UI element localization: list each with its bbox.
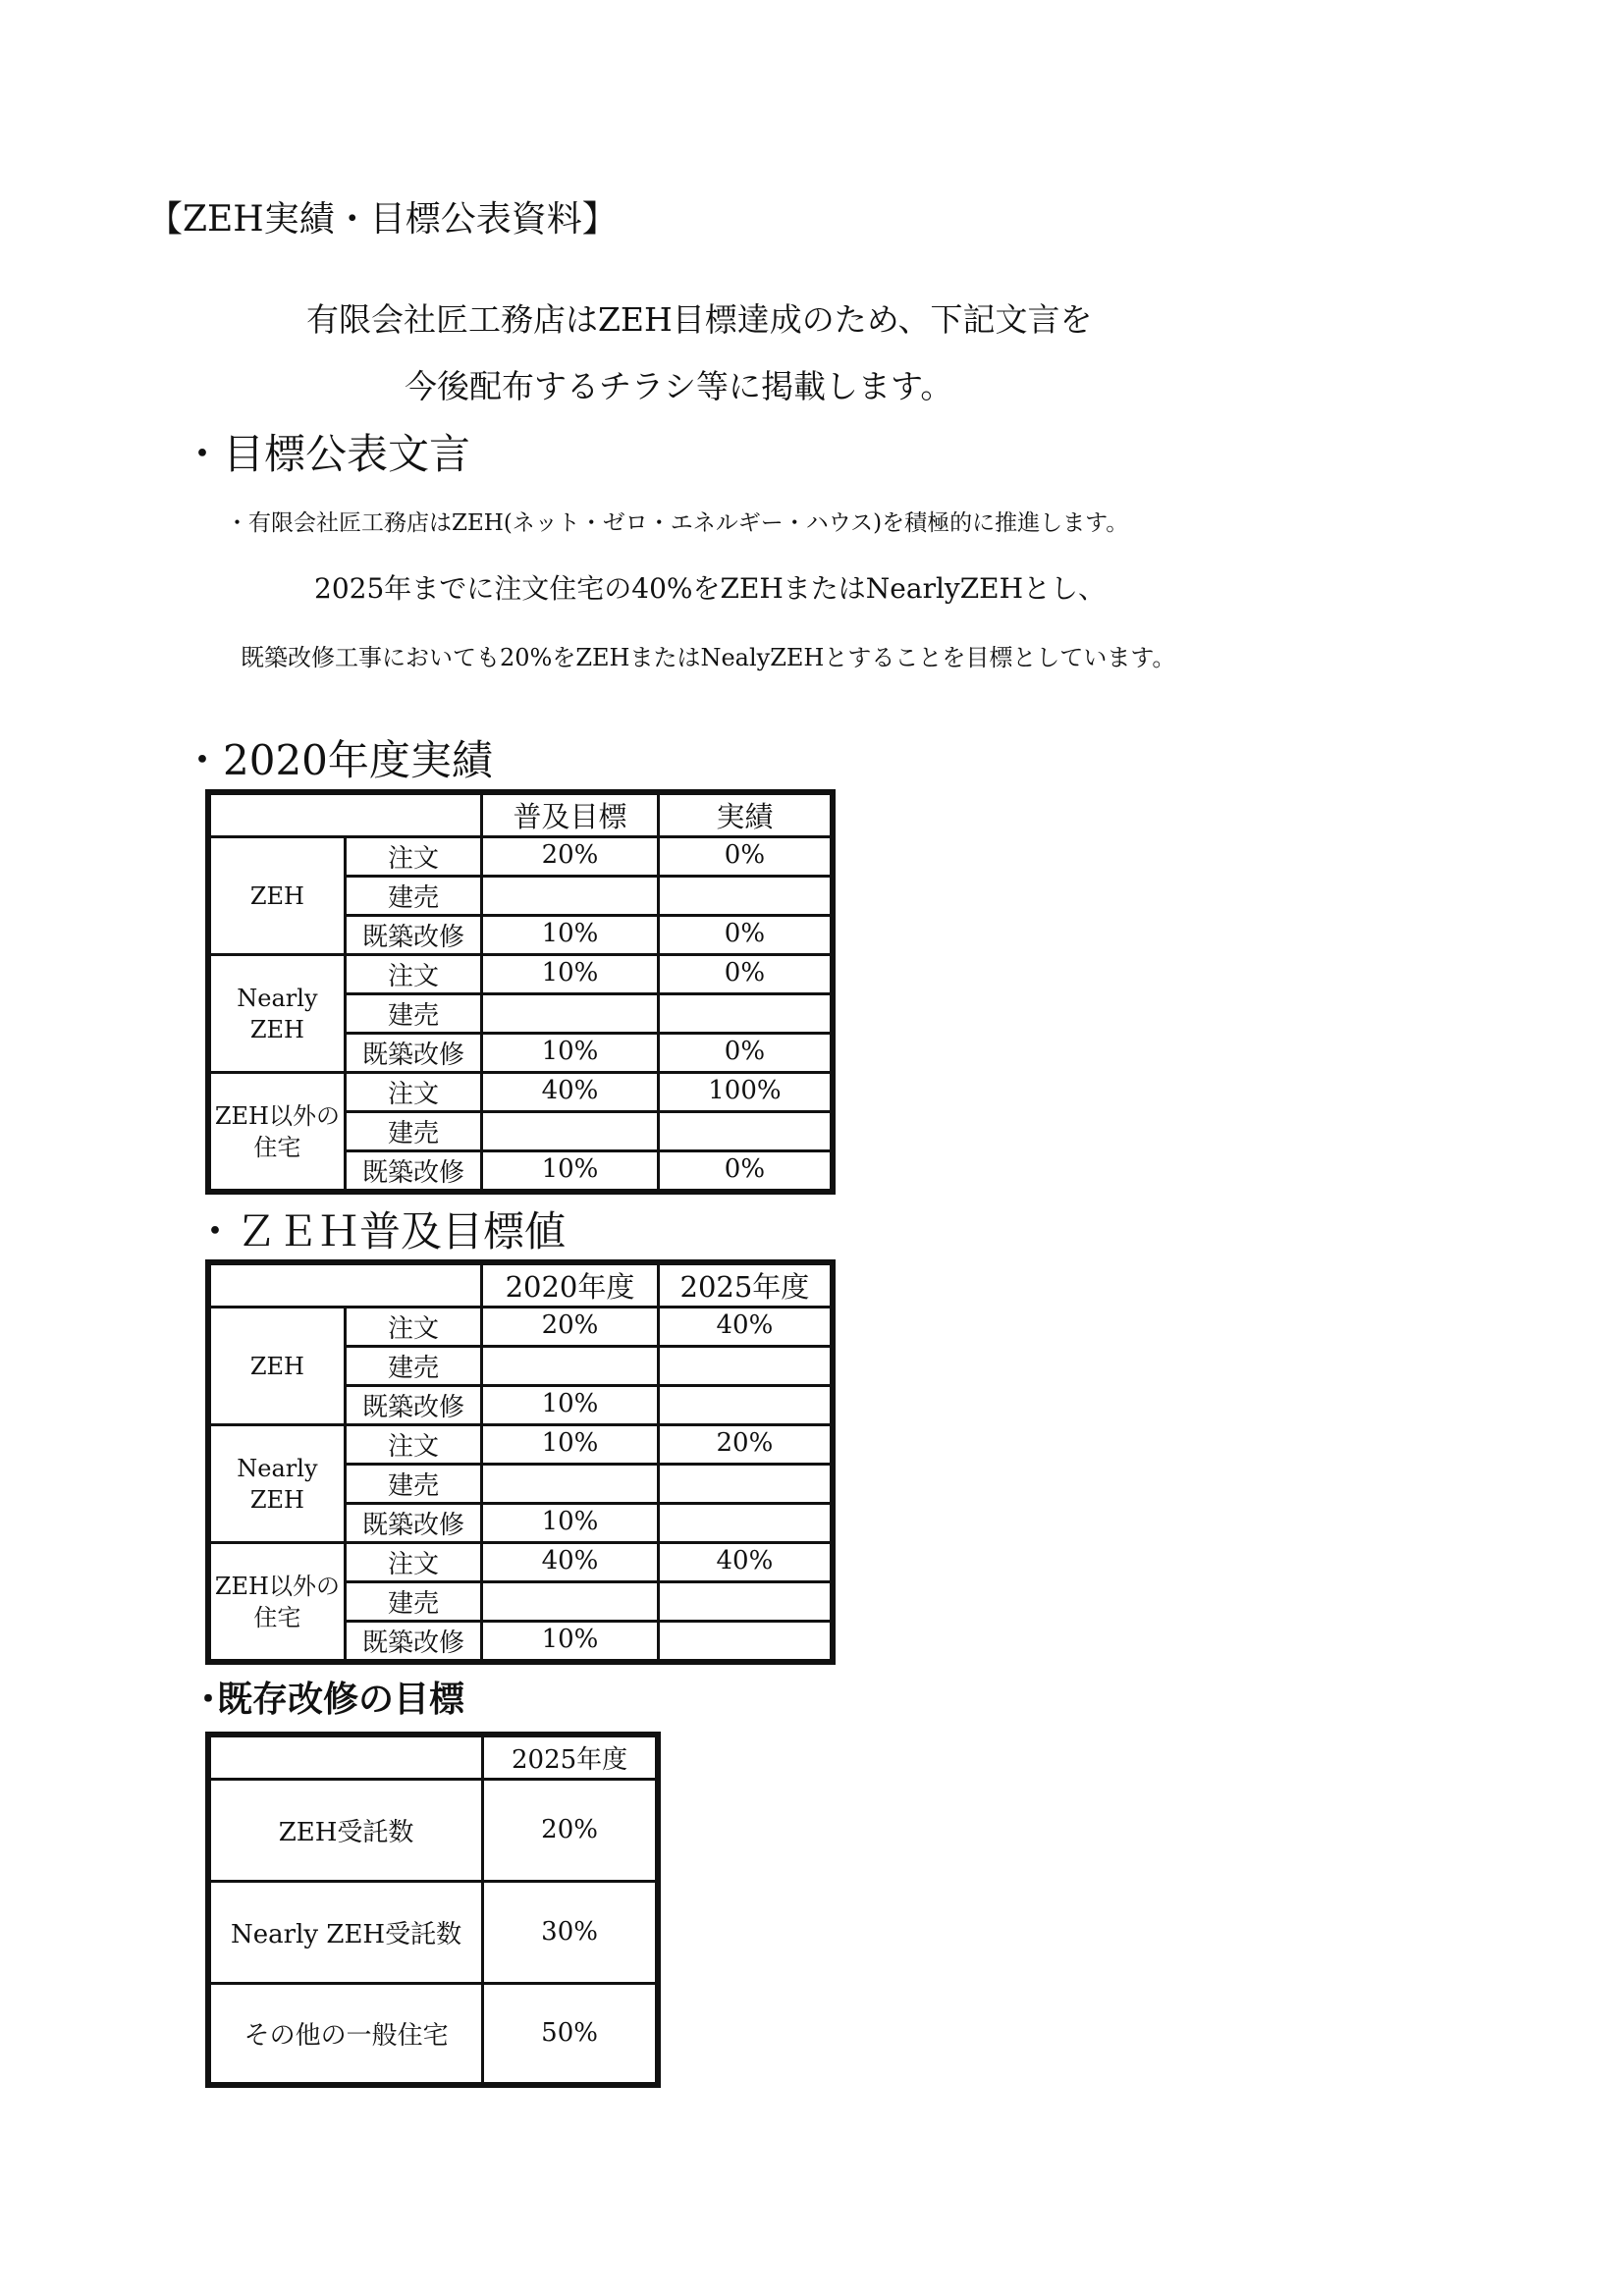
value-cell: 0% [658,1034,833,1073]
value-cell [482,1112,659,1151]
subcategory-cell: 既築改修 [345,1622,481,1663]
statement-heading: ・目標公表文言 [182,430,471,478]
subcategory-cell: 既築改修 [345,1151,481,1193]
value-cell: 10% [482,1034,659,1073]
subcategory-cell: 既築改修 [345,1504,481,1543]
table-row [208,1425,833,1465]
renovation-heading: ･既存改修の目標 [199,1680,465,1720]
table-row [208,837,833,877]
value-cell: 20% [482,837,659,877]
subcategory-cell: 既築改修 [345,1034,481,1073]
table-header-row [208,1262,833,1308]
group-label-cell: ZEH以外の住宅 [208,1073,345,1193]
value-cell [482,877,659,916]
value-cell: 0% [658,1151,833,1193]
results-table [205,789,836,1195]
value-cell: 0% [658,837,833,877]
value-cell [658,1465,833,1504]
value-cell: 10% [482,916,659,955]
value-cell [658,994,833,1034]
value-cell: 0% [658,916,833,955]
row-label-cell: ZEH受託数 [208,1779,483,1881]
value-cell: 10% [482,1622,659,1663]
table-row [208,1073,833,1112]
value-cell [658,1386,833,1425]
group-label-cell: Nearly ZEH [208,955,345,1073]
value-cell: 30% [483,1881,658,1983]
value-cell: 10% [482,955,659,994]
value-cell: 10% [482,1504,659,1543]
value-cell: 40% [658,1543,833,1582]
subcategory-cell: 建売 [345,1465,481,1504]
value-cell: 10% [482,1386,659,1425]
header-cell: 2025年度 [658,1262,833,1308]
renovation-table [205,1732,661,2088]
group-label-cell: Nearly ZEH [208,1425,345,1543]
table-row [208,1543,833,1582]
value-cell: 10% [482,1151,659,1193]
value-cell [482,994,659,1034]
header-blank-cell [208,1262,482,1308]
subcategory-cell: 注文 [345,1308,481,1347]
row-label-cell: Nearly ZEH受託数 [208,1881,483,1983]
intro-line-1: 有限会社匠工務店はZEH目標達成のため、下記文言を [306,300,1093,339]
group-label-cell: ZEH [208,837,345,955]
table-header-row [208,1735,658,1779]
table-header-row [208,792,833,837]
subcategory-cell: 既築改修 [345,916,481,955]
value-cell: 100% [658,1073,833,1112]
statement-line-1: ・有限会社匠工務店はZEH(ネット・ゼロ・エネルギー・ハウス)を積極的に推進します。 [226,510,1129,536]
subcategory-cell: 注文 [345,1543,481,1582]
header-blank-cell [208,792,482,837]
value-cell: 40% [658,1308,833,1347]
value-cell [658,1582,833,1622]
table-row [208,1983,658,2085]
subcategory-cell: 建売 [345,1112,481,1151]
subcategory-cell: 注文 [345,837,481,877]
subcategory-cell: 建売 [345,994,481,1034]
header-blank-cell [208,1735,483,1779]
table-row [208,1881,658,1983]
value-cell: 40% [482,1073,659,1112]
value-cell: 10% [482,1425,659,1465]
table-row [208,955,833,994]
results-heading: ・2020年度実績 [182,736,493,784]
value-cell [658,1622,833,1663]
header-cell: 2020年度 [482,1262,659,1308]
value-cell [658,877,833,916]
value-cell: 0% [658,955,833,994]
value-cell [658,1504,833,1543]
header-cell: 2025年度 [483,1735,658,1779]
subcategory-cell: 建売 [345,1347,481,1386]
row-label-cell: その他の一般住宅 [208,1983,483,2085]
subcategory-cell: 既築改修 [345,1386,481,1425]
header-cell: 普及目標 [482,792,659,837]
value-cell: 20% [483,1779,658,1881]
value-cell: 20% [482,1308,659,1347]
header-cell: 実績 [658,792,833,837]
document-title: 【ZEH実績・目標公表資料】 [147,199,618,240]
subcategory-cell: 注文 [345,955,481,994]
subcategory-cell: 建売 [345,1582,481,1622]
table-row [208,1779,658,1881]
table-row [208,1308,833,1347]
value-cell [658,1112,833,1151]
value-cell [482,1465,659,1504]
group-label-cell: ZEH以外の住宅 [208,1543,345,1663]
statement-line-2: 2025年までに注文住宅の40%をZEHまたはNearlyZEHとし、 [314,572,1107,605]
value-cell: 50% [483,1983,658,2085]
value-cell [658,1347,833,1386]
statement-line-3: 既築改修工事においても20%をZEHまたはNealyZEHとすることを目標としています。 [241,644,1176,671]
targets-table [205,1259,836,1665]
group-label-cell: ZEH [208,1308,345,1425]
value-cell: 40% [482,1543,659,1582]
intro-line-2: 今後配布するチラシ等に掲載します。 [405,367,953,405]
subcategory-cell: 注文 [345,1073,481,1112]
subcategory-cell: 建売 [345,877,481,916]
value-cell [482,1582,659,1622]
targets-heading: ・ＺＥＨ普及目標値 [194,1207,567,1255]
subcategory-cell: 注文 [345,1425,481,1465]
value-cell: 20% [658,1425,833,1465]
value-cell [482,1347,659,1386]
